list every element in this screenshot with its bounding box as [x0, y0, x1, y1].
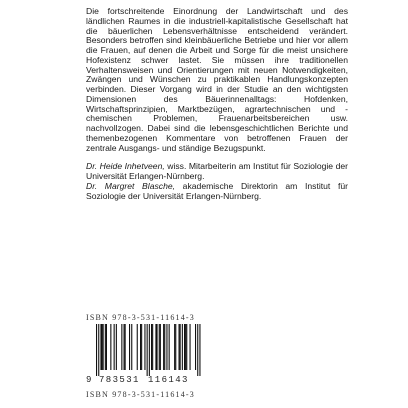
isbn-bottom-label: ISBN 978-3-531-11614-3	[86, 390, 195, 399]
barcode-bar	[131, 324, 132, 370]
barcode-bar	[106, 324, 107, 370]
author-affiliation-2: akademische Direktorin am Institut für Soziologie der Universität Erlangen-Nürnberg.	[86, 180, 348, 201]
barcode-bar	[124, 324, 125, 370]
barcode-bar	[157, 324, 158, 370]
blurb-text	[86, 7, 348, 201]
barcode-bar	[169, 324, 170, 370]
barcode-bar	[100, 324, 101, 370]
barcode-bar	[96, 324, 97, 376]
barcode-bar	[110, 324, 111, 370]
ean-barcode	[86, 324, 208, 376]
isbn-top-label: ISBN 978-3-531-11614-3	[86, 313, 195, 322]
barcode-bar	[102, 324, 103, 370]
barcode-bar	[140, 324, 141, 370]
barcode-bar	[160, 324, 161, 370]
barcode-bar	[151, 324, 152, 370]
barcode-digits-right: 116143	[148, 375, 189, 385]
barcode-bar	[175, 324, 176, 370]
barcode-bar	[184, 324, 185, 370]
isbn-barcode-block	[86, 313, 226, 403]
barcode-bar	[180, 324, 181, 370]
barcode-bar	[185, 324, 186, 370]
barcode-bar	[159, 324, 160, 370]
barcode-bar	[98, 324, 99, 376]
barcode-bar	[166, 324, 167, 370]
barcode-bar	[105, 324, 106, 370]
barcode-bar	[197, 324, 198, 376]
barcode-bar	[141, 324, 142, 370]
author-name-1: Dr. Heide Inhetveen,	[86, 161, 165, 172]
author-entry-1	[86, 162, 348, 182]
barcode-digit-lead: 9	[86, 375, 92, 385]
barcode-bar	[190, 324, 191, 370]
author-affiliation-1: wiss. Mitarbeiterin am Institut für Soziologie der Universität Erlangen-Nürnberg.	[86, 161, 348, 181]
author-name-2: Dr. Margret Blasche,	[86, 180, 176, 191]
barcode-bar	[149, 324, 150, 376]
barcode-bar	[195, 324, 196, 370]
barcode-bar	[152, 324, 153, 370]
barcode-bar	[129, 324, 130, 370]
barcode-bar	[186, 324, 187, 370]
barcode-bar	[114, 324, 115, 370]
barcode-bar	[164, 324, 165, 370]
barcode-bar	[174, 324, 175, 370]
barcode-bar	[121, 324, 122, 370]
blurb-paragraph: Die fortschreitende Einordnung der Landwirtschaft und des ländlichen Raumes in die industriell-kapitalistische Gesellschaft hat die bäuerlichen Lebensverhältnisse entscheidend verändert. Besonders betroffen sind kleinbäuerliche Betriebe und hier vor allem die Frauen, auf denen die Arbeit und Sorge für die meist unsichere Hofexistenz schwer lastet. Sie müssen ihre traditionellen Verhaltensweisen und Orientierungen mit neuen Notwendigkeiten, Zwängen und Wünschen zu praktikablen Handlungskonzepten verbinden. Dieser Vorgang wird in der Studie an den wichtigsten Dimensionen des Bäuerinnenalltags: Hofdenken, Wirtschaftsprinzipien, Marktbezügen, agrartechnischen und -chemischen Problemen, Frauenarbeitsbereichen usw. nachvollzogen. Dabei sind die lebensgeschichtlichen Berichte und themenbezogenen Kommentare von betroffenen Frauen der zentrale Ausgangs- und ständige Bezugspunkt.	[86, 6, 348, 153]
barcode-bar	[199, 324, 200, 376]
author-entry-2	[86, 182, 348, 202]
barcode-bar	[116, 324, 117, 370]
barcode-bar	[163, 324, 164, 370]
barcode-bar	[103, 324, 104, 370]
barcode-bar	[125, 324, 126, 370]
barcode-bar	[147, 324, 148, 376]
barcode-bar	[179, 324, 180, 370]
barcode-bar	[155, 324, 156, 370]
barcode-bar	[144, 324, 145, 370]
barcode-bar	[182, 324, 183, 370]
barcode-bar	[137, 324, 138, 370]
barcode-digits-left: 783531	[99, 375, 140, 385]
